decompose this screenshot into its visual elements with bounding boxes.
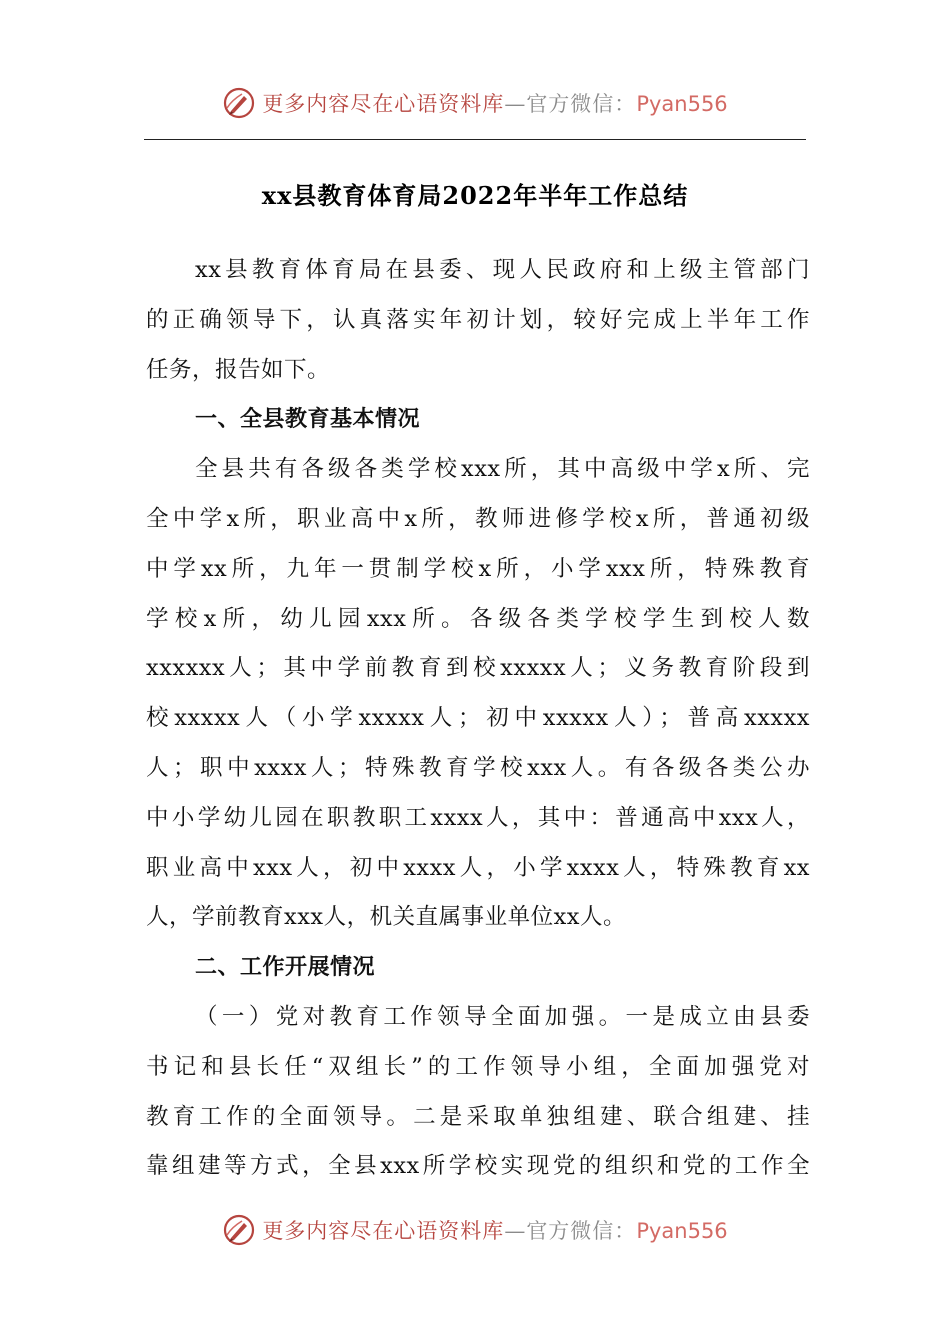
- body-line: （一）党对教育工作领导全面加强。一是成立由县委: [195, 1003, 810, 1030]
- watermark-banner-bottom: [0, 1208, 950, 1252]
- body-line: 中学xx所，九年一贯制学校x所，小学xxx所，特殊教育: [146, 555, 810, 582]
- body-line: 人；职中xxxx人；特殊教育学校xxx人。有各级各类公办: [146, 754, 810, 781]
- body-line: xxxxxx人；其中学前教育到校xxxxx人；义务教育阶段到: [146, 655, 810, 682]
- watermark-handle: Pyan556: [636, 92, 728, 116]
- body-line: 任务，报告如下。: [146, 356, 331, 383]
- body-line: 教育工作的全面领导。二是采取单独组建、联合组建、挂: [146, 1103, 810, 1130]
- section-heading: 二、工作开展情况: [195, 955, 376, 981]
- body-line: 书记和县长任“双组长”的工作领导小组，全面加强党对: [146, 1053, 810, 1080]
- watermark-gray-text: —官方微信：: [504, 92, 637, 116]
- document-title: xx县教育体育局2022年半年工作总结: [261, 181, 689, 210]
- watermark-text: [262, 1215, 727, 1245]
- watermark-red-text: 更多内容尽在心语资料库: [262, 92, 505, 116]
- body-line: 全县共有各级各类学校xxx所，其中高级中学x所、完: [195, 456, 810, 483]
- body-line: 校xxxxx人（小学xxxxx人；初中xxxxx人）；普高xxxxx: [146, 705, 810, 732]
- body-line: 靠组建等方式，全县xxx所学校实现党的组织和党的工作全: [146, 1153, 810, 1180]
- document-body: [146, 246, 810, 1192]
- watermark-banner-top: [0, 81, 950, 125]
- watermark-gray-text: —官方微信：: [504, 1219, 637, 1243]
- pen-logo-icon: [222, 86, 256, 120]
- body-line: xx县教育体育局在县委、现人民政府和上级主管部门: [195, 257, 810, 283]
- body-line: 中小学幼儿园在职教职工xxxx人，其中：普通高中xxx人，: [146, 804, 810, 831]
- pen-logo-icon: [222, 1213, 256, 1247]
- body-line: 职业高中xxx人，初中xxxx人，小学xxxx人，特殊教育xx: [146, 854, 810, 881]
- watermark-red-text: 更多内容尽在心语资料库: [262, 1219, 505, 1243]
- header-divider: [144, 139, 806, 140]
- body-line: 学校x所，幼儿园xxx所。各级各类学校学生到校人数: [146, 605, 810, 632]
- watermark-handle: Pyan556: [636, 1219, 728, 1243]
- body-line: 全中学x所，职业高中x所，教师进修学校x所，普通初级: [146, 505, 810, 532]
- watermark-text: [262, 88, 727, 118]
- body-line: 人，学前教育xxx人，机关直属事业单位xx人。: [146, 904, 626, 931]
- body-line: 的正确领导下，认真落实年初计划，较好完成上半年工作: [146, 306, 810, 333]
- section-heading: 一、全县教育基本情况: [195, 407, 421, 433]
